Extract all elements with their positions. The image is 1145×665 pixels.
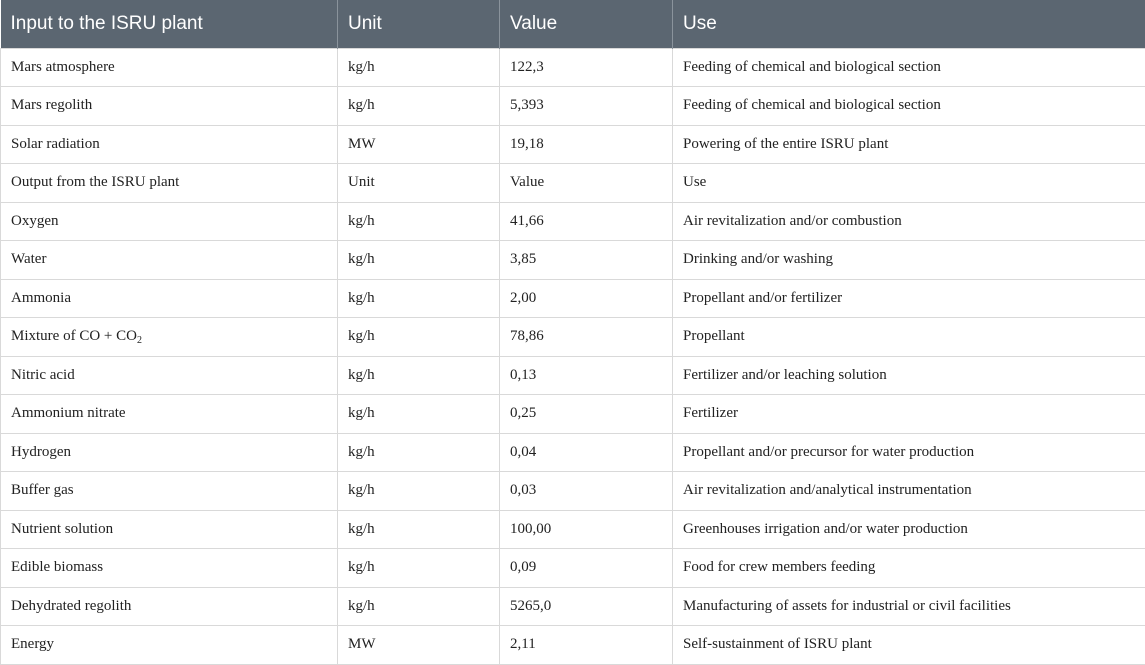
cell-use: Air revitalization and/or combustion [673,202,1145,241]
table-row [1,510,1145,549]
cell-unit: kg/h [338,202,500,241]
table-row [1,549,1145,588]
cell-unit: kg/h [338,549,500,588]
cell-name: Nitric acid [1,356,338,395]
table-header [1,0,1145,48]
cell-value: 19,18 [500,125,673,164]
cell-value: 100,00 [500,510,673,549]
table-row [1,433,1145,472]
cell-value: 0,03 [500,472,673,511]
cell-value: 41,66 [500,202,673,241]
table-row [1,202,1145,241]
cell-use: Feeding of chemical and biological section [673,87,1145,126]
table-row [1,241,1145,280]
cell-name [1,318,338,357]
table-row [1,626,1145,665]
cell-unit: kg/h [338,587,500,626]
table-row [1,48,1145,87]
cell-value: 78,86 [500,318,673,357]
table-row [1,318,1145,357]
cell-value: 0,09 [500,549,673,588]
cell-name: Hydrogen [1,433,338,472]
cell-name-text: Mixture of CO + CO [11,328,137,344]
cell-use: Manufacturing of assets for industrial or civil facilities [673,587,1145,626]
cell-use: Fertilizer and/or leaching solution [673,356,1145,395]
cell-value: 2,11 [500,626,673,665]
cell-value: 3,85 [500,241,673,280]
cell-name: Dehydrated regolith [1,587,338,626]
cell-unit: kg/h [338,318,500,357]
cell-name: Output from the ISRU plant [1,164,338,203]
cell-name: Solar radiation [1,125,338,164]
cell-unit: kg/h [338,87,500,126]
cell-unit: kg/h [338,241,500,280]
cell-unit: kg/h [338,395,500,434]
cell-name: Ammonia [1,279,338,318]
cell-name: Mars regolith [1,87,338,126]
header-input: Input to the ISRU plant [1,0,338,48]
table-row [1,279,1145,318]
table-row [1,125,1145,164]
subscript: 2 [137,335,142,346]
cell-unit: Unit [338,164,500,203]
cell-use: Propellant and/or precursor for water production [673,433,1145,472]
cell-use: Self-sustainment of ISRU plant [673,626,1145,665]
cell-use: Propellant and/or fertilizer [673,279,1145,318]
cell-name: Mars atmosphere [1,48,338,87]
cell-name: Nutrient solution [1,510,338,549]
table-row [1,587,1145,626]
cell-name: Ammonium nitrate [1,395,338,434]
cell-unit: kg/h [338,433,500,472]
cell-use: Powering of the entire ISRU plant [673,125,1145,164]
cell-unit: kg/h [338,279,500,318]
cell-value: 0,25 [500,395,673,434]
cell-unit: MW [338,125,500,164]
cell-use: Greenhouses irrigation and/or water production [673,510,1145,549]
table-row [1,395,1145,434]
table-body [1,48,1145,664]
cell-value: 0,13 [500,356,673,395]
cell-use: Drinking and/or washing [673,241,1145,280]
cell-value: Value [500,164,673,203]
table-row-section-header [1,164,1145,203]
cell-use: Use [673,164,1145,203]
cell-name: Edible biomass [1,549,338,588]
header-value: Value [500,0,673,48]
cell-value: 2,00 [500,279,673,318]
cell-use: Propellant [673,318,1145,357]
cell-unit: MW [338,626,500,665]
header-unit: Unit [338,0,500,48]
cell-value: 5265,0 [500,587,673,626]
cell-name: Buffer gas [1,472,338,511]
cell-value: 122,3 [500,48,673,87]
cell-value: 5,393 [500,87,673,126]
cell-name: Water [1,241,338,280]
header-use: Use [673,0,1145,48]
cell-use: Air revitalization and/analytical instrumentation [673,472,1145,511]
cell-use: Feeding of chemical and biological section [673,48,1145,87]
cell-unit: kg/h [338,472,500,511]
table-row [1,472,1145,511]
cell-value: 0,04 [500,433,673,472]
cell-unit: kg/h [338,510,500,549]
cell-unit: kg/h [338,356,500,395]
cell-unit: kg/h [338,48,500,87]
cell-use: Food for crew members feeding [673,549,1145,588]
cell-use: Fertilizer [673,395,1145,434]
header-row [1,0,1145,48]
cell-name: Energy [1,626,338,665]
cell-name: Oxygen [1,202,338,241]
table-row [1,87,1145,126]
table-row [1,356,1145,395]
